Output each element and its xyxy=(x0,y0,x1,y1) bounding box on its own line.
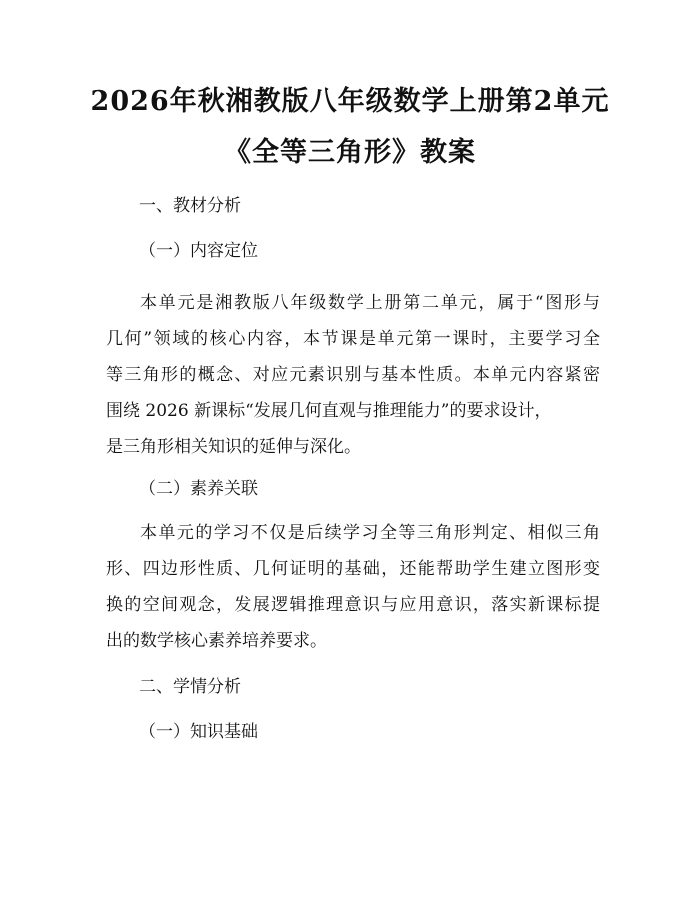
paragraph-literacy-connection xyxy=(106,515,600,659)
subsection-heading-literacy-connection: （二）素养关联 xyxy=(139,479,258,499)
paragraph-line: 换的空间观念，发展逻辑推理意识与应用意识，落实新课标提 xyxy=(106,595,600,615)
paragraph-line: 是三角形相关知识的延伸与深化。 xyxy=(106,437,361,457)
paragraph-line: 本单元是湘教版八年级数学上册第二单元，属于“图形与 xyxy=(140,293,600,313)
paragraph-line: 本单元的学习不仅是后续学习全等三角形判定、相似三角 xyxy=(140,523,600,543)
paragraph-line: 形、四边形性质、几何证明的基础，还能帮助学生建立图形变 xyxy=(106,559,600,579)
paragraph-content-positioning xyxy=(106,285,600,465)
paragraph-line: 几何”领域的核心内容，本节课是单元第一课时，主要学习全 xyxy=(106,329,600,349)
paragraph-line: 围绕 2026 新课标“发展几何直观与推理能力”的要求设计， xyxy=(106,401,552,421)
document-title-line-2: 《全等三角形》教案 xyxy=(224,137,476,168)
section-heading-textbook-analysis: 一、教材分析 xyxy=(139,196,241,216)
subsection-heading-knowledge-foundation: （一）知识基础 xyxy=(139,722,258,742)
paragraph-line: 出的数学核心素养培养要求。 xyxy=(106,631,327,651)
paragraph-line: 等三角形的概念、对应元素识别与基本性质。本单元内容紧密 xyxy=(106,365,600,385)
section-heading-learner-analysis: 二、学情分析 xyxy=(139,677,241,697)
subsection-heading-content-positioning: （一）内容定位 xyxy=(139,241,258,261)
document-title-line-1: 2026年秋湘教版八年级数学上册第2单元 xyxy=(90,86,610,117)
